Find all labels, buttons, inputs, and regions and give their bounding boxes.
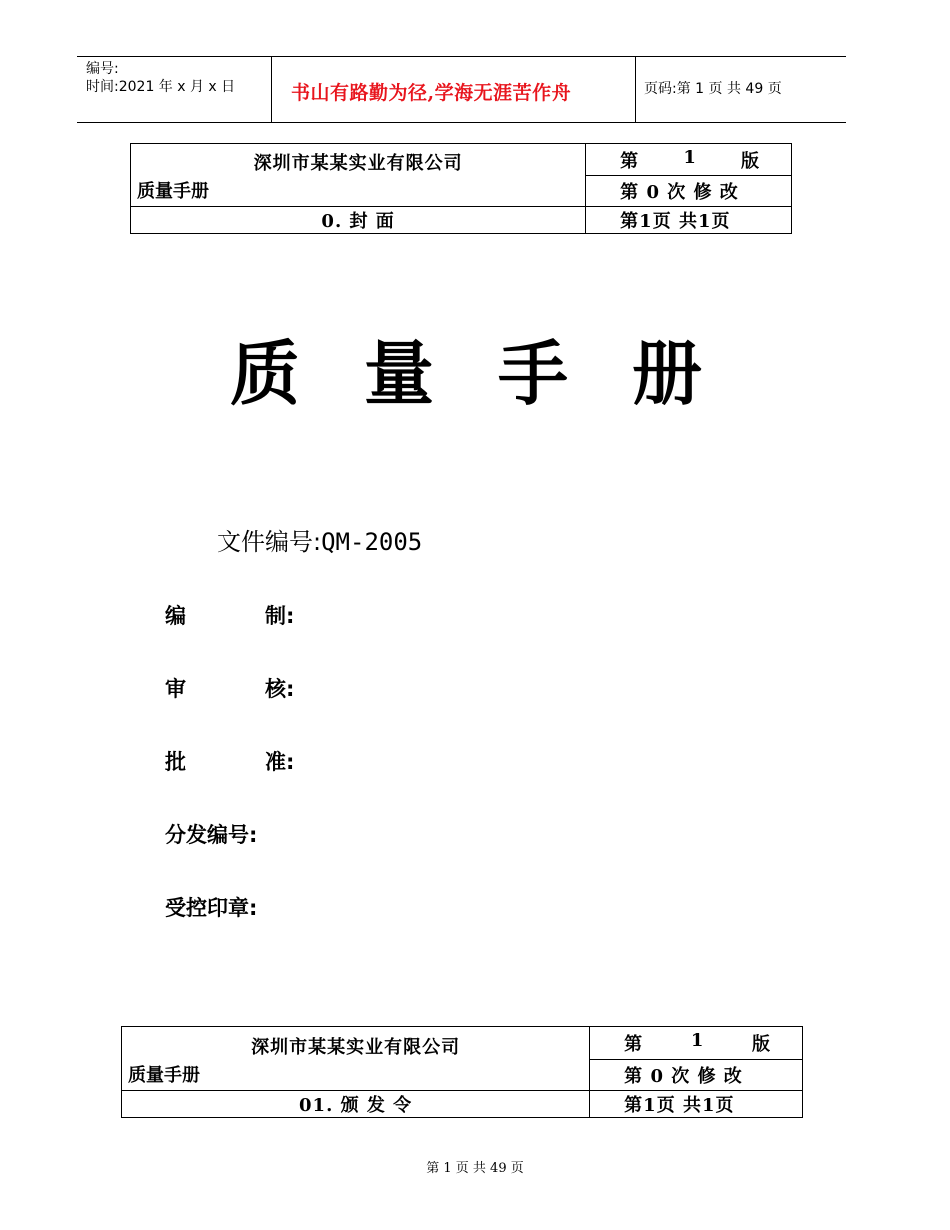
- edition-suffix: 版: [740, 150, 759, 172]
- document-number-value: QM-2005: [321, 528, 423, 556]
- header-top-rule: [77, 56, 846, 57]
- company-name: 深圳市某某实业有限公司: [251, 1036, 461, 1058]
- header-bottom-rule: [77, 122, 846, 123]
- edition-prefix: 第: [620, 150, 639, 172]
- company-manual-cell: [122, 1027, 590, 1091]
- company-name: 深圳市某某实业有限公司: [253, 153, 463, 174]
- edition-cell: [590, 1027, 803, 1060]
- cover-title-char: 量: [364, 332, 498, 415]
- header-divider-left: [271, 56, 272, 123]
- cover-title-char: 册: [632, 332, 766, 415]
- edition-cell: [586, 144, 792, 176]
- section-title: 0. 封 面: [131, 207, 586, 234]
- edition-prefix: 第: [624, 1034, 643, 1055]
- edition-number: 1: [683, 146, 696, 168]
- edition-number: 1: [690, 1030, 704, 1051]
- doc-header-table-top: [130, 143, 792, 234]
- field-controlled-stamp: 受控印章:: [165, 896, 258, 920]
- field-reviewed-by: 审 核:: [165, 677, 295, 701]
- page-footer: 第 1 页 共 49 页: [426, 1161, 524, 1176]
- company-manual-cell: [131, 144, 586, 207]
- page-count-cell: 第1页 共1页: [586, 207, 792, 234]
- page-count-cell: 第1页 共1页: [590, 1091, 803, 1118]
- page-info: 页码:第 1 页 共 49 页: [644, 81, 782, 97]
- cover-title: [230, 318, 766, 419]
- header-divider-right: [635, 56, 636, 123]
- manual-name: 质量手册: [137, 181, 209, 202]
- cover-title-char: 质: [230, 332, 364, 415]
- doc-header-table-bottom: [121, 1026, 803, 1118]
- motto: 书山有路勤为径,学海无涯苦作舟: [291, 82, 572, 104]
- section-title: 01. 颁 发 令: [122, 1091, 590, 1118]
- revision-cell: 第 0 次 修 改: [590, 1060, 803, 1091]
- field-distribution-number: 分发编号:: [165, 823, 258, 847]
- document-number: [217, 522, 422, 557]
- time-label: 时间:2021 年 x 月 x 日: [86, 79, 236, 95]
- revision-cell: 第 0 次 修 改: [586, 176, 792, 207]
- serial-label: 编号:: [86, 61, 119, 77]
- document-number-label: 文件编号:: [217, 528, 322, 556]
- cover-title-char: 手: [498, 332, 632, 415]
- field-prepared-by: 编 制:: [165, 604, 295, 628]
- edition-suffix: 版: [751, 1034, 770, 1055]
- field-approved-by: 批 准:: [165, 750, 295, 774]
- manual-name: 质量手册: [128, 1064, 200, 1086]
